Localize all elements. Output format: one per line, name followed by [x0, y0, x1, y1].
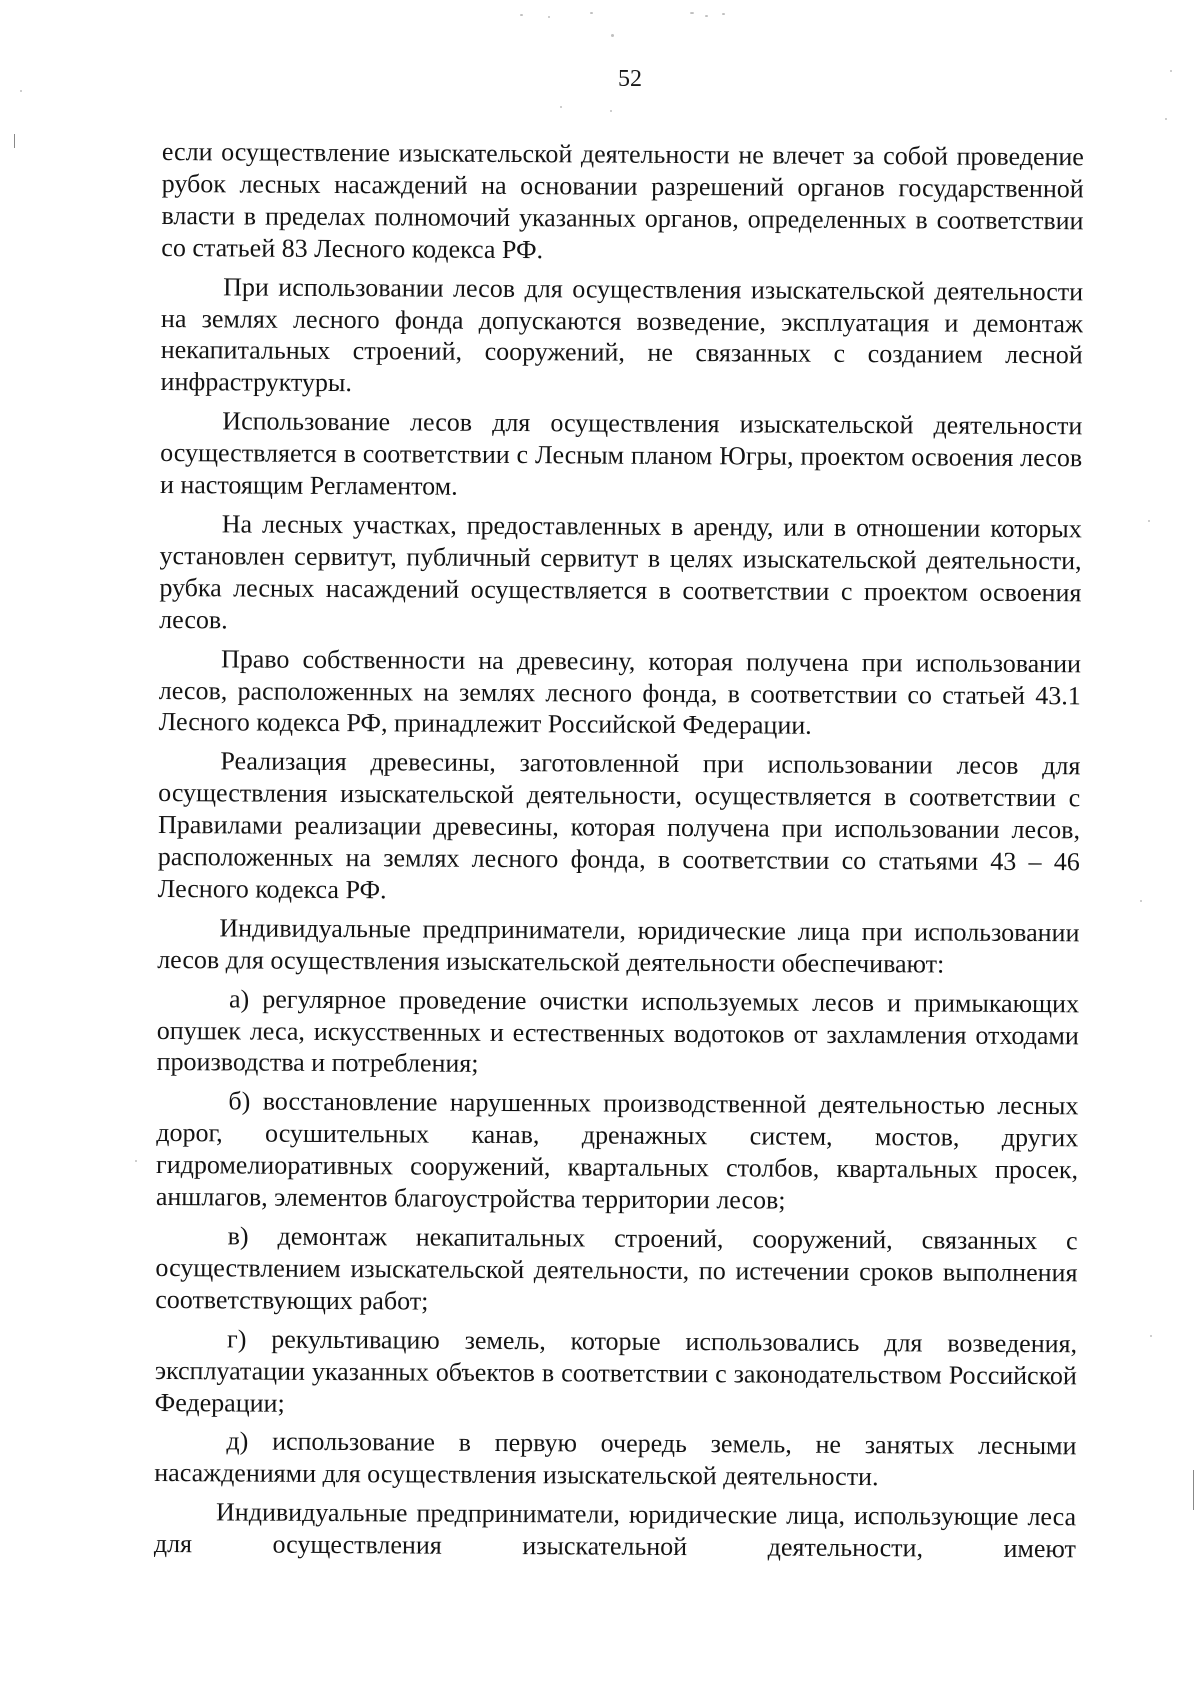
list-item: в) демонтаж некапитальных строений, сооружений, связанных с осуществлением изыскательской деятельности, по истечении сроков выполнения соответствующих работ;: [155, 1221, 1078, 1316]
page-number: 52: [618, 66, 642, 92]
paragraph: Право собственности на древесину, которая получена при использовании лесов, расположенных на землях лесного фонда, в соответствии со статьей 43.1 Лесного кодекса РФ, принадлежит Российской Федерации.: [158, 643, 1082, 741]
scan-artifact: [14, 134, 15, 148]
paragraph: При использовании лесов для осуществления изыскательской деятельности на землях лесного фонда допускаются возведение, эксплуатация и демонтаж некапитальных строений, сооружений, не связанных с созданием лесной инфраструктуры.: [160, 271, 1084, 398]
paragraph: Индивидуальные предприниматели, юридические лица, использующие леса для осуществления изыскательной деятельности, имеют: [153, 1497, 1077, 1564]
scan-artifact: [1193, 1470, 1194, 1510]
document-body: [154, 136, 1084, 1572]
list-item: д) использование в первую очередь земель, не занятых лесными насаждениями для осуществления изыскательской деятельности.: [154, 1426, 1077, 1492]
scan-artifact: [135, 1160, 137, 1162]
scan-artifact: [520, 14, 523, 16]
scan-artifact: [560, 106, 562, 108]
paragraph: Реализация древесины, заготовленной при использовании лесов для осуществления изыскательской деятельности, осуществляется в соответствии с Правилами реализации древесины, которая получена при использовании лесов, расположенных на землях лесного фонда, в соответствии со статьями 43 – 46 Лесного кодекса РФ.: [157, 746, 1081, 905]
list-item: б) восстановление нарушенных производственной деятельностью лесных дорог, осушительных канав, дренажных систем, мостов, других гидромелиоративных сооружений, квартальных столбов, квартальных просек, аншлагов, элементов благоустройства территории лесов;: [155, 1086, 1079, 1215]
scan-artifact: [705, 15, 708, 17]
paragraph: Индивидуальные предприниматели, юридические лица при использовании лесов для осуществления изыскательской деятельности обеспечивают:: [157, 913, 1080, 979]
scan-artifact: [610, 110, 612, 112]
list-item: г) рекультивацию земель, которые использовались для возведения, эксплуатации указанных объектов в соответствии с законодательством Российской Федерации;: [154, 1324, 1078, 1418]
paragraph: если осуществление изыскательской деятельности не влечет за собой проведение рубок лесных насаждений на основании разрешений органов государственной власти в пределах полномочий указанных органов, определенных в соответствии со статьей 83 Лесного кодекса РФ.: [161, 136, 1084, 264]
paragraph: Использование лесов для осуществления изыскательской деятельности осуществляется в соответствии с Лесным планом Югры, проектом освоения лесов и настоящим Регламентом.: [159, 406, 1083, 501]
scan-artifact: [548, 16, 550, 18]
scan-artifact: [611, 34, 614, 37]
scan-artifact: [20, 90, 22, 92]
paragraph: На лесных участках, предоставленных в аренду, или в отношении которых установлен сервитут, публичный сервитут в целях изыскательской деятельности, рубка лесных насаждений осуществляется в соответствии с проектом освоения лесов.: [159, 509, 1082, 635]
scan-artifact: [590, 12, 593, 14]
scan-artifact: [1170, 70, 1172, 72]
scan-artifact: [1140, 900, 1142, 902]
scan-artifact: [1150, 1335, 1152, 1337]
scan-artifact: [1148, 520, 1150, 522]
list-item: а) регулярное проведение очистки используемых лесов и примыкающих опушек леса, искусственных и естественных водотоков от захламления отходами производства и потребления;: [156, 984, 1080, 1079]
scan-artifact: [722, 13, 725, 15]
scan-artifact: [1165, 118, 1167, 120]
scan-artifact: [690, 12, 694, 14]
